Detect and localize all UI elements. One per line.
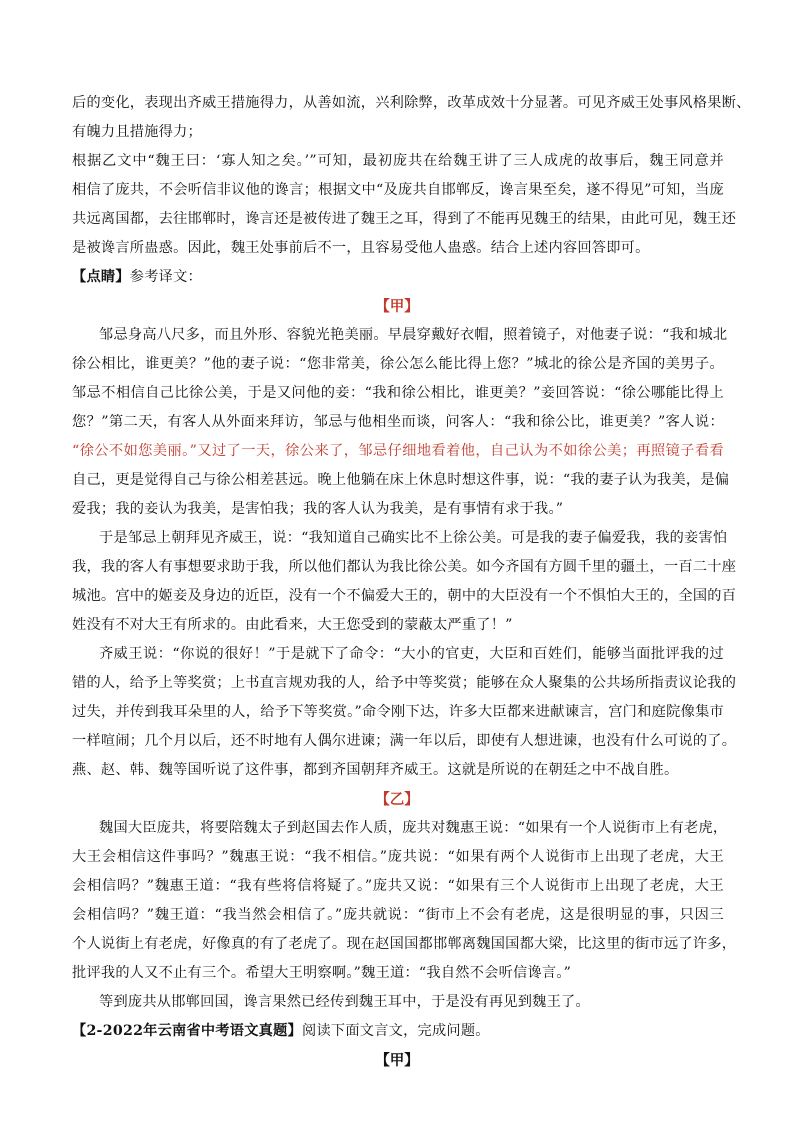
jia-p1-line: 徐公相比，谁更美？”他的妻子说：“您非常美，徐公怎么能比得上您？”城北的徐公是齐国的美男子。 bbox=[72, 356, 724, 372]
jia-p1-line-highlight: “徐公不如您美丽。”又过了一天，徐公来了，邹忌仔细地看着他，自己认为不如徐公美；再照镜子看看 bbox=[72, 443, 724, 459]
yi-p1-line: 大王会相信这件事吗？”魏惠王说：“我不相信。”庞共说：“如果有两个人说街市上出现了老虎，大王 bbox=[72, 849, 724, 865]
jia-p2-line: 于是邹忌上朝拜见齐威王，说：“我知道自己确实比不上徐公美。可是我的妻子偏爱我，我的妾害怕 bbox=[99, 530, 728, 546]
heading-jia: 【甲】 bbox=[375, 298, 419, 315]
yi-p1-line: 会相信吗？”魏王道：“我当然会相信了。”庞共就说：“街市上不会有老虎，这是很明显的事，只因三 bbox=[72, 907, 724, 923]
jia-p3-line: 一样喧闹；几个月以后，还不时地有人偶尔进谏；满一年以后，即使有人想进谏，也没有什么可说的了。 bbox=[72, 733, 737, 749]
heading-yi: 【乙】 bbox=[375, 791, 419, 808]
jia-p1-line: 邹忌身高八尺多，而且外形、容貌光艳美丽。早晨穿戴好衣帽，照着镜子，对他妻子说：“我和城北 bbox=[99, 327, 728, 343]
jia-p3-line: 错的人，给予上等奖赏；上书直言规劝我的人，给予中等奖赏；能够在众人聚集的公共场所指责议论我的 bbox=[72, 675, 737, 691]
question-instruction: 阅读下面文言文，完成问题。 bbox=[302, 1023, 490, 1039]
analysis-line: 共远离国都，去往邯郸时，谗言还是被传进了魏王之耳，得到了不能再见魏王的结果，由此可见，魏王还 bbox=[72, 211, 737, 227]
analysis-line: 相信了庞共，不会听信非议他的谗言；根据文中“及庞共自邯郸反，谗言果至矣，遂不得见”可知，当庞 bbox=[72, 182, 724, 198]
jia-p1-line: 爱我；我的妾认为我美，是害怕我；我的客人认为我美，是有事情有求于我。” bbox=[72, 501, 564, 517]
analysis-line: 有魄力且措施得力； bbox=[72, 124, 202, 140]
yi-p1-line: 批评我的人又不止有三个。希望大王明察啊。”魏王道：“我自然不会听信谗言。” bbox=[72, 965, 572, 981]
jia-p1-line: 邹忌不相信自己比徐公美，于是又问他的妾：“我和徐公相比，谁更美？”妾回答说：“徐公哪能比得上 bbox=[72, 385, 724, 401]
next-question-line bbox=[72, 1017, 724, 1046]
dianjing-text: 参考译文： bbox=[129, 269, 202, 285]
jia-p3-line: 燕、赵、韩、魏等国听说了这件事，都到齐国朝拜齐威王。这就是所说的在朝廷之中不战自胜。 bbox=[72, 762, 679, 778]
jia-p3-line: 齐威王说：“你说的很好！”于是就下了命令：“大小的官吏，大臣和百姓们，能够当面批评我的过 bbox=[99, 646, 724, 662]
yi-p2-line: 等到庞共从邯郸回国，谗言果然已经传到魏王耳中，于是没有再见到魏王了。 bbox=[99, 994, 590, 1010]
jia-p2-line: 城池。宫中的姬妾及身边的近臣，没有一个不偏爱大王的，朝中的大臣没有一个不惧怕大王的，全国的百 bbox=[72, 588, 737, 604]
question-source-label: 【2-2022年云南省中考语文真题】 bbox=[72, 1023, 302, 1039]
analysis-line: 后的变化，表现出齐威王措施得力，从善如流，兴利除弊，改革成效十分显著。可见齐威王处事风格果断、 bbox=[72, 95, 751, 111]
analysis-line: 根据乙文中“魏王曰：‘寡人知之矣。’”可知，最初庞共在给魏王讲了三人成虎的故事后，魏王同意并 bbox=[72, 153, 724, 169]
dianjing-tag: 【点睛】 bbox=[72, 269, 130, 285]
heading-next-jia: 【甲】 bbox=[375, 1052, 419, 1069]
jia-p2-line: 姓没有不对大王有所求的。由此看来，大王您受到的蒙蔽太严重了！” bbox=[72, 617, 513, 633]
jia-p3-line: 过失，并传到我耳朵里的人，给予下等奖赏。”命令刚下达，许多大臣都来进献谏言，宫门和庭院像集市 bbox=[72, 704, 724, 720]
analysis-line: 是被谗言所蛊惑。因此，魏王处事前后不一，且容易受他人蛊惑。结合上述内容回答即可。 bbox=[72, 240, 650, 256]
jia-p2-line: 我，我的客人有事想要求助于我，所以他们都认为我比徐公美。如今齐国有方圆千里的疆土，一百二十座 bbox=[72, 559, 737, 575]
yi-p1-line: 会相信吗？”魏惠王道：“我有些将信将疑了。”庞共又说：“如果有三个人说街市上出现了老虎，大王 bbox=[72, 878, 724, 894]
yi-p1-line: 个人说街上有老虎，好像真的有了老虎了。现在赵国国都邯郸离魏国国都大梁，比这里的街市远了许多， bbox=[72, 936, 737, 952]
yi-p1-line: 魏国大臣庞共，将要陪魏太子到赵国去作人质，庞共对魏惠王说：“如果有一个人说街市上有老虎， bbox=[99, 820, 728, 836]
jia-p1-line: 自己，更是觉得自己与徐公相差甚远。晚上他躺在床上休息时想这件事，说：“我的妻子认为我美，是偏 bbox=[72, 472, 730, 488]
jia-p1-line: 您？”第二天，有客人从外面来拜访，邹忌与他相坐而谈，问客人：“我和徐公比，谁更美？”客人说： bbox=[72, 414, 724, 430]
dianjing-line bbox=[72, 263, 724, 292]
